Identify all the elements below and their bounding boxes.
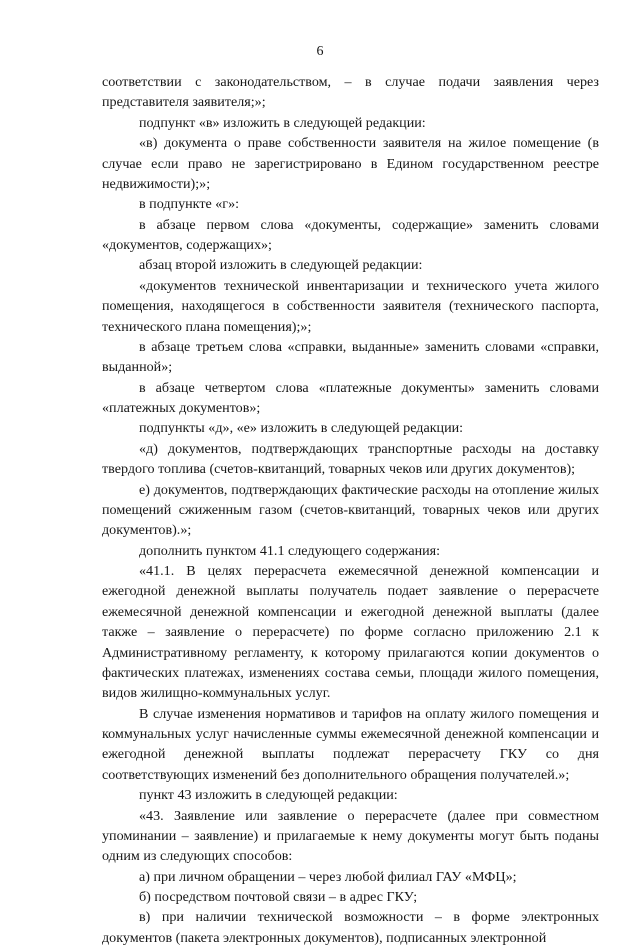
document-body <box>102 72 599 948</box>
paragraph-13: дополнить пунктом 41.1 следующего содержания: <box>139 542 441 559</box>
page-number: 6 <box>316 44 324 59</box>
paragraph-5: в абзаце первом слова «документы, содержащие» заменить словами «документов, содержащих»; <box>102 216 599 253</box>
paragraph-2: подпункт «в» изложить в следующей редакции: <box>139 114 426 131</box>
paragraph-19: б) посредством почтовой связи – в адрес ГКУ; <box>139 889 418 905</box>
paragraph-4: в подпункте «г»: <box>139 196 240 213</box>
paragraph-17: «43. Заявление или заявление о перерасчете (далее при совместном упоминании – заявление) и прилагаемые к нему документы могут быть поданы одним из следующих способов: <box>102 807 599 865</box>
paragraph-1: соответствии с законодательством, – в случае подачи заявления через представителя заявителя;»; <box>102 74 599 111</box>
paragraph-8: в абзаце третьем слова «справки, выданные» заменить словами «справки, выданной»; <box>102 338 599 376</box>
paragraph-20: в) при наличии технической возможности – в форме электронных документов (пакета электронных документов), подписанных электронной <box>102 909 599 946</box>
paragraph-9: в абзаце четвертом слова «платежные документы» заменить словами «платежных документов»; <box>102 379 599 416</box>
paragraph-16: пункт 43 изложить в следующей редакции: <box>139 787 398 804</box>
paragraph-18: а) при личном обращении – через любой филиал ГАУ «МФЦ»; <box>139 868 517 885</box>
paragraph-6: абзац второй изложить в следующей редакции: <box>139 257 423 274</box>
paragraph-14: «41.1. В целях перерасчета ежемесячной денежной компенсации и ежегодной денежной выплаты получатель подает заявление о перерасчете ежемесячной денежной компенсации и ежегодной денежной выплаты (далее также – заявление о перерасчете) по форме согласно приложению 2.1 к Административному регламенту, к которому прилагаются копии документов о фактических платежах, изменениях состава семьи, площади жилого помещения, видов жилищно-коммунальных услуг. <box>102 563 599 702</box>
paragraph-15: В случае изменения нормативов и тарифов на оплату жилого помещения и коммунальных услуг начисленные суммы ежемесячной денежной компенсации и ежегодной денежной выплаты подлежат перерасчету ГКУ со дня соответствующих изменений без дополнительного обращения получателей.»; <box>102 705 599 783</box>
paragraph-12: е) документов, подтверждающих фактические расходы на отопление жилых помещений сжиженным газом (счетов-квитанций, товарных чеков или других документов).»; <box>102 481 599 539</box>
paragraph-10: подпункты «д», «е» изложить в следующей редакции: <box>139 420 464 437</box>
paragraph-3: «в) документа о праве собственности заявителя на жилое помещение (в случае если право не зарегистрировано в Едином государственном реестре недвижимости);»; <box>102 135 599 192</box>
paragraph-11: «д) документов, подтверждающих транспортные расходы на доставку твердого топлива (счетов-квитанций, товарных чеков или других документов); <box>102 440 599 478</box>
paragraph-7: «документов технической инвентаризации и технического учета жилого помещения, находящегося в собственности заявителя (технического паспорта, технического плана помещения);»; <box>102 277 599 335</box>
